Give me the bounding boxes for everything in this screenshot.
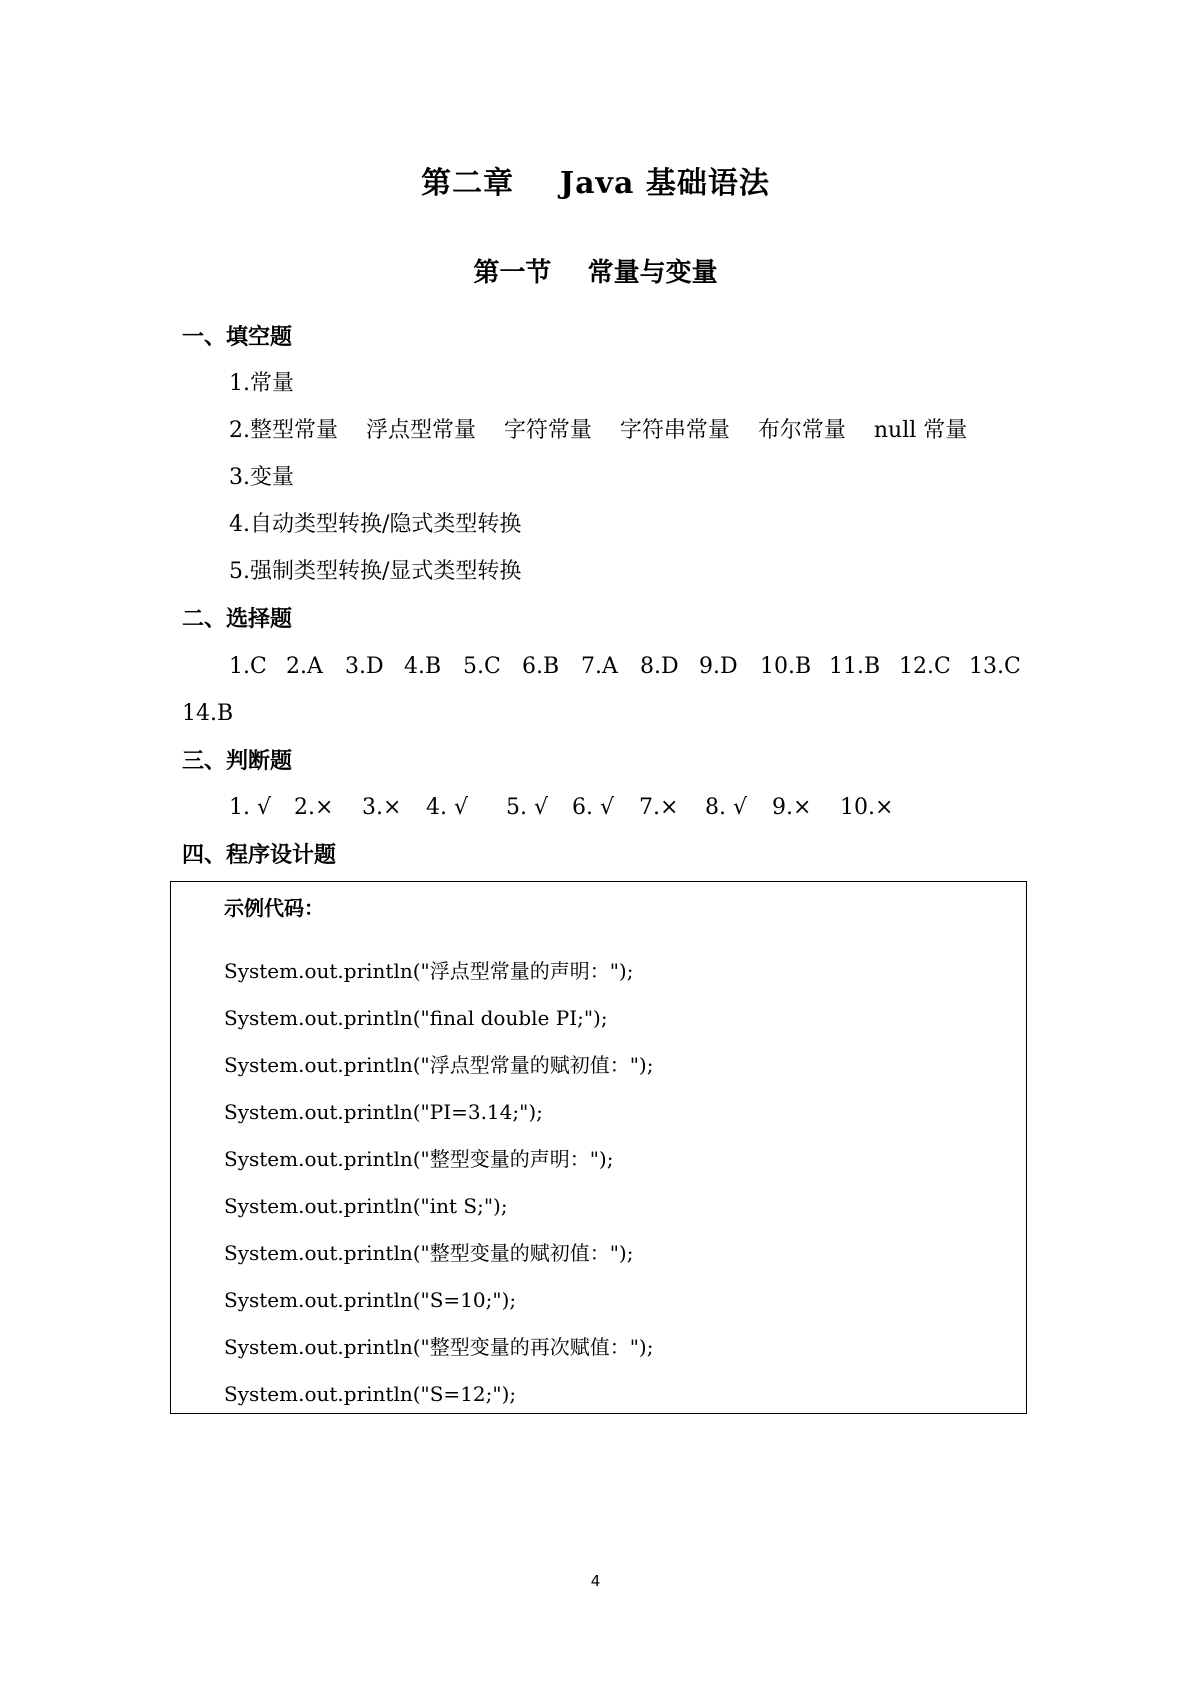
multiple-choice-heading: 二、选择题 xyxy=(182,606,293,632)
judge-answer: 7.× xyxy=(639,795,679,820)
fill-blank-heading: 一、填空题 xyxy=(182,324,293,350)
judge-answer: 3.× xyxy=(362,795,402,820)
choice-answer: 4.B xyxy=(404,654,442,679)
judge-answer: 9.× xyxy=(772,795,812,820)
code-line: System.out.println("final double PI;"); xyxy=(224,1006,608,1030)
fill-blank-answer-2: 2.整型常量 浮点型常量 字符常量 字符串常量 布尔常量 null 常量 xyxy=(229,418,968,443)
choice-answer: 2.A xyxy=(286,654,323,679)
judge-answer: 1. √ xyxy=(229,795,272,820)
fill-blank-answer-5: 5.强制类型转换/显式类型转换 xyxy=(229,559,522,584)
choice-answer-overflow: 14.B xyxy=(182,701,234,726)
chapter-title: 第二章 Java 基础语法 xyxy=(421,166,770,201)
choice-answer: 7.A xyxy=(581,654,618,679)
sample-code-label: 示例代码： xyxy=(224,896,324,920)
judge-answer: 4. √ xyxy=(426,795,469,820)
choice-answer: 8.D xyxy=(640,654,679,679)
page-number: 4 xyxy=(590,1572,601,1590)
choice-answer: 6.B xyxy=(522,654,560,679)
fill-blank-answer-1: 1.常量 xyxy=(229,371,294,396)
choice-answer: 3.D xyxy=(345,654,384,679)
judge-answer: 8. √ xyxy=(705,795,748,820)
fill-blank-answer-3: 3.变量 xyxy=(229,465,294,490)
true-false-heading: 三、判断题 xyxy=(182,748,293,774)
judge-answer: 10.× xyxy=(840,795,894,820)
code-line: System.out.println("S=10;"); xyxy=(224,1288,517,1312)
judge-answer: 2.× xyxy=(294,795,334,820)
choice-answer: 5.C xyxy=(463,654,501,679)
choice-answer: 12.C xyxy=(899,654,951,679)
choice-answer: 11.B xyxy=(829,654,881,679)
code-line: System.out.println("浮点型常量的声明："); xyxy=(224,959,634,983)
code-line: System.out.println("int S;"); xyxy=(224,1194,508,1218)
code-line: System.out.println("PI=3.14;"); xyxy=(224,1100,543,1124)
choice-answer: 1.C xyxy=(229,654,267,679)
code-line: System.out.println("整型变量的再次赋值："); xyxy=(224,1335,654,1359)
code-line: System.out.println("整型变量的声明："); xyxy=(224,1147,614,1171)
choice-answer: 13.C xyxy=(969,654,1021,679)
sample-code-box xyxy=(170,881,1027,1414)
code-line: System.out.println("S=12;"); xyxy=(224,1382,517,1406)
code-line: System.out.println("浮点型常量的赋初值："); xyxy=(224,1053,654,1077)
judge-answer: 6. √ xyxy=(572,795,615,820)
choice-answer: 10.B xyxy=(760,654,812,679)
fill-blank-answer-4: 4.自动类型转换/隐式类型转换 xyxy=(229,512,522,537)
code-line: System.out.println("整型变量的赋初值："); xyxy=(224,1241,634,1265)
programming-heading: 四、程序设计题 xyxy=(182,842,337,868)
section-title: 第一节 常量与变量 xyxy=(473,258,718,288)
judge-answer: 5. √ xyxy=(506,795,549,820)
choice-answer: 9.D xyxy=(699,654,738,679)
